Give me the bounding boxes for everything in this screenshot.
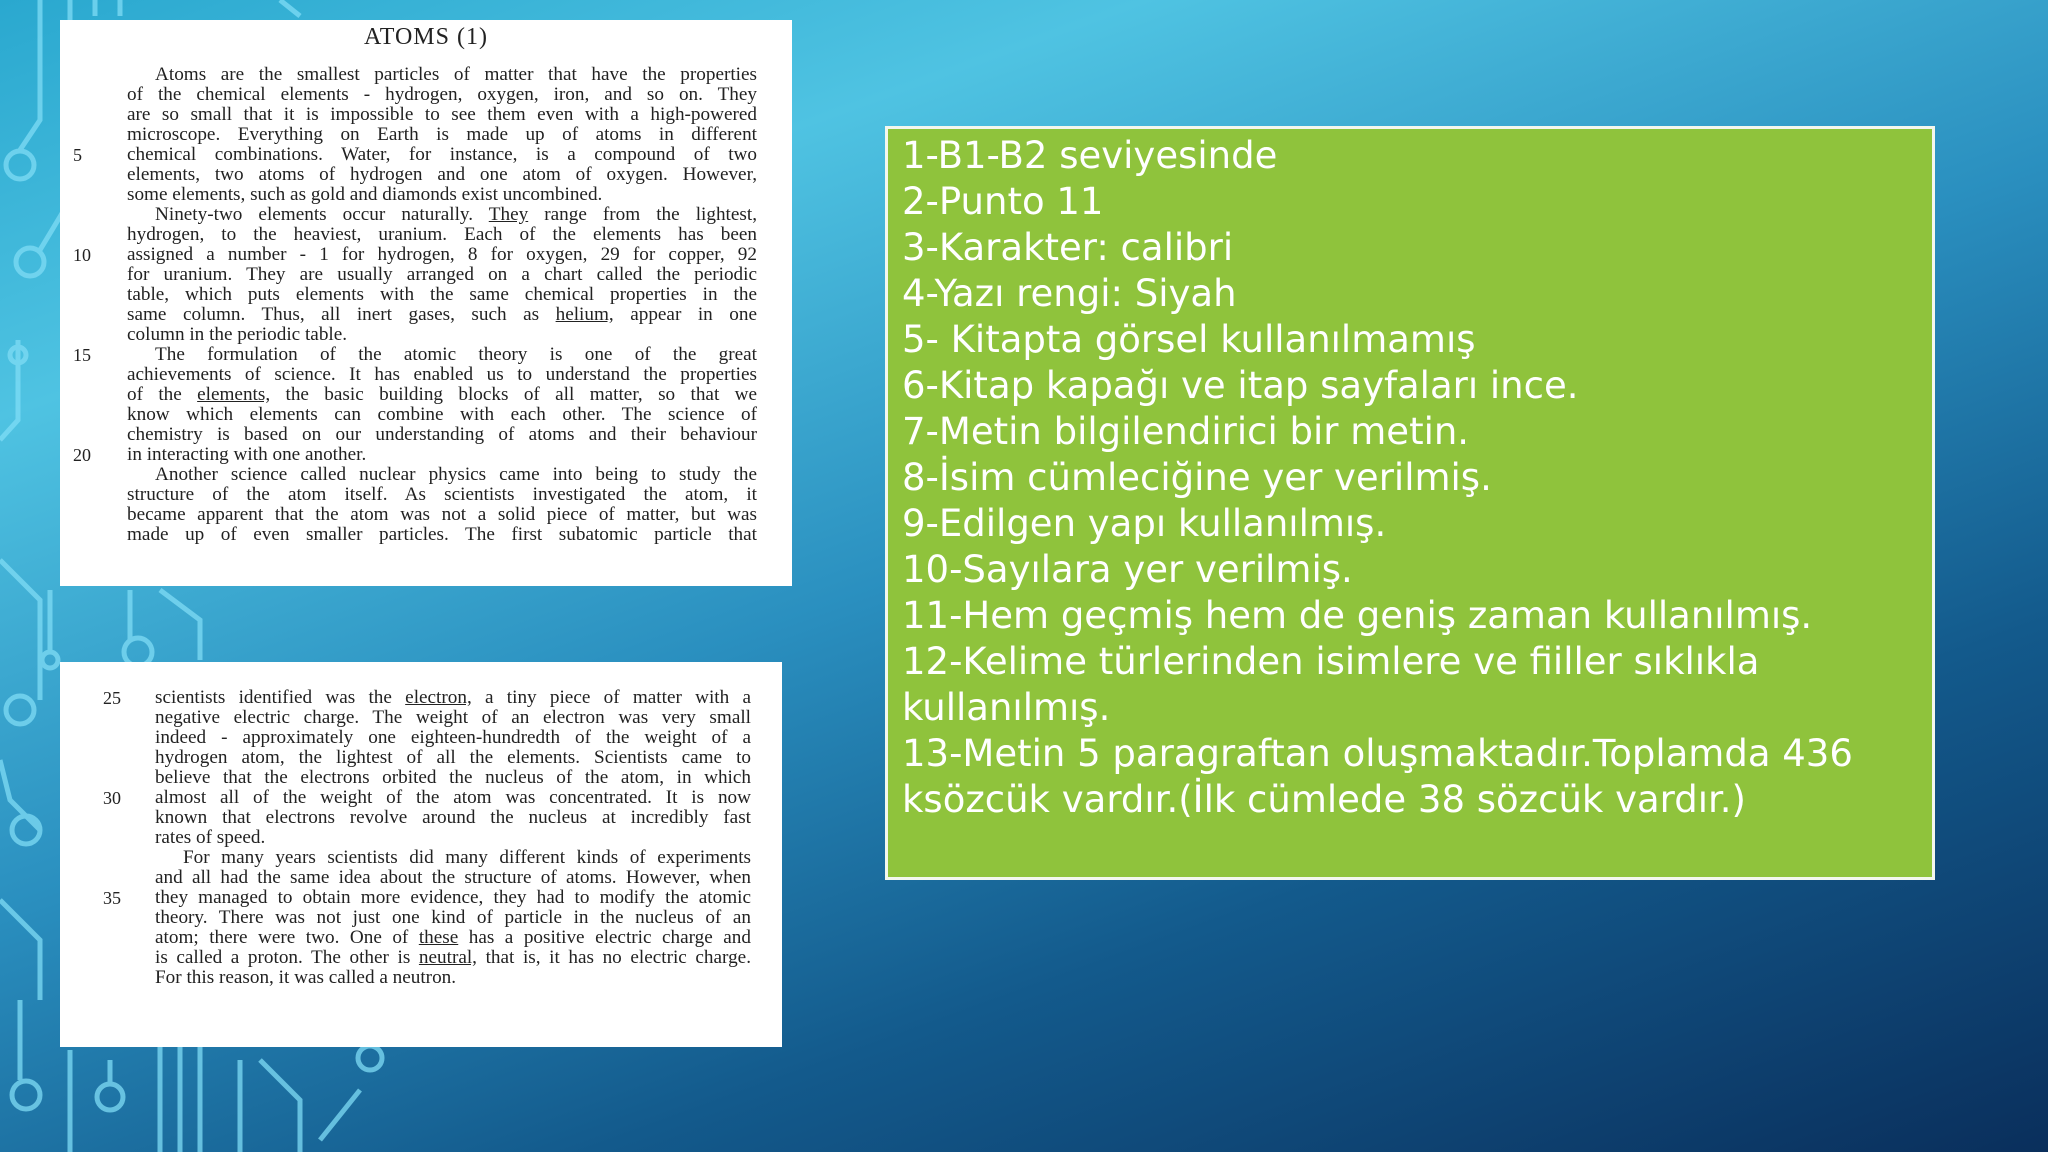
note-item: 9-Edilgen yapı kullanılmış. xyxy=(902,502,1387,545)
line-text: for uranium. They are usually arranged on a chart called the periodic xyxy=(127,264,757,285)
text-line xyxy=(127,365,757,385)
line-number: 5 xyxy=(73,145,82,165)
line-text: indeed - approximately one eighteen-hundredth of the weight of a xyxy=(155,727,751,748)
text-line xyxy=(155,728,751,748)
text-line xyxy=(127,205,757,225)
text-line xyxy=(155,748,751,768)
document-page-2 xyxy=(60,662,782,1047)
line-text: For many years scientists did many different kinds of experiments xyxy=(183,847,751,868)
line-text: hydrogen, to the heaviest, uranium. Each of the elements has been xyxy=(127,224,757,245)
text-line xyxy=(127,465,757,485)
document-title: ATOMS (1) xyxy=(364,24,488,50)
line-text: known that electrons revolve around the nucleus at incredibly fast xyxy=(155,807,751,828)
text-line xyxy=(73,144,757,165)
line-number: 25 xyxy=(103,688,121,708)
line-text: is called a proton. The other is neutral, that is, it has no electric charge. xyxy=(155,947,751,968)
line-text: hydrogen atom, the lightest of all the elements. Scientists came to xyxy=(155,747,751,768)
line-text: elements, two atoms of hydrogen and one atom of oxygen. However, xyxy=(127,164,757,185)
text-line xyxy=(155,848,751,868)
line-text: in interacting with one another. xyxy=(127,444,367,465)
text-line xyxy=(155,868,751,888)
text-line xyxy=(127,485,757,505)
text-line xyxy=(155,828,751,848)
line-text: believe that the electrons orbited the nucleus of the atom, in which xyxy=(155,767,751,788)
line-text: chemical combinations. Water, for instance, is a compound of two xyxy=(127,144,757,165)
text-line xyxy=(155,968,751,988)
text-line xyxy=(127,505,757,525)
text-line xyxy=(73,444,757,465)
text-line xyxy=(127,425,757,445)
note-item: 8-İsim cümleciğine yer verilmiş. xyxy=(902,456,1492,499)
text-line xyxy=(155,808,751,828)
text-line xyxy=(127,225,757,245)
text-line xyxy=(103,787,751,808)
line-text: became apparent that the atom was not a solid piece of matter, but was xyxy=(127,504,757,525)
line-text: achievements of science. It has enabled us to understand the properties xyxy=(127,364,757,385)
text-line xyxy=(127,305,757,325)
text-line xyxy=(127,105,757,125)
line-text: structure of the atom itself. As scientists investigated the atom, it xyxy=(127,484,757,505)
text-line xyxy=(73,244,757,265)
text-line xyxy=(155,708,751,728)
line-number: 15 xyxy=(73,345,91,365)
note-item: 3-Karakter: calibri xyxy=(902,226,1234,269)
line-number: 30 xyxy=(103,788,121,808)
note-item: 7-Metin bilgilendirici bir metin. xyxy=(902,410,1470,453)
line-text: and all had the same idea about the structure of atoms. However, when xyxy=(155,867,751,888)
line-text: Another science called nuclear physics came into being to study the xyxy=(155,464,757,485)
line-text: column in the periodic table. xyxy=(127,324,348,345)
text-line xyxy=(127,125,757,145)
text-line xyxy=(127,185,757,205)
text-line xyxy=(127,325,757,345)
line-text: theory. There was not just one kind of particle in the nucleus of an xyxy=(155,907,751,928)
line-text: almost all of the weight of the atom was concentrated. It is now xyxy=(155,787,751,808)
line-text: of the elements, the basic building blocks of all matter, so that we xyxy=(127,384,757,405)
line-text: table, which puts elements with the same chemical properties in the xyxy=(127,284,757,305)
line-text: For this reason, it was called a neutron. xyxy=(155,967,457,988)
text-line xyxy=(127,165,757,185)
line-text: know which elements can combine with each other. The science of xyxy=(127,404,757,425)
line-text: Atoms are the smallest particles of matter that have the properties xyxy=(155,64,757,85)
line-text: negative electric charge. The weight of an electron was very small xyxy=(155,707,751,728)
note-item: 4-Yazı rengi: Siyah xyxy=(902,272,1237,315)
text-line xyxy=(73,344,757,365)
text-line xyxy=(103,687,751,708)
line-text: some elements, such as gold and diamonds exist uncombined. xyxy=(127,184,603,205)
notes-list xyxy=(902,133,1918,823)
line-text: made up of even smaller particles. The first subatomic particle that xyxy=(127,524,757,545)
text-line xyxy=(127,525,757,545)
page2-text-lines xyxy=(103,687,751,988)
line-text: same column. Thus, all inert gases, such as helium, appear in one xyxy=(127,304,757,325)
document-page-1 xyxy=(60,20,792,586)
line-text: microscope. Everything on Earth is made up of atoms in different xyxy=(127,124,757,145)
text-line xyxy=(155,908,751,928)
note-item: 6-Kitap kapağı ve itap sayfaları ince. xyxy=(902,364,1579,407)
line-text: they managed to obtain more evidence, they had to modify the atomic xyxy=(155,887,751,908)
text-line xyxy=(127,385,757,405)
line-number: 10 xyxy=(73,245,91,265)
line-text: atom; there were two. One of these has a positive electric charge and xyxy=(155,927,751,948)
notes-panel xyxy=(885,126,1935,880)
text-line xyxy=(155,768,751,788)
line-text: of the chemical elements - hydrogen, oxygen, iron, and so on. They xyxy=(127,84,757,105)
text-line xyxy=(127,265,757,285)
text-line xyxy=(127,85,757,105)
text-line xyxy=(103,887,751,908)
note-item: 5- Kitapta görsel kullanılmamış xyxy=(902,318,1476,361)
page1-text-lines xyxy=(73,64,757,545)
text-line xyxy=(155,948,751,968)
line-text: assigned a number - 1 for hydrogen, 8 for oxygen, 29 for copper, 92 xyxy=(127,244,757,265)
text-line xyxy=(155,928,751,948)
note-item: 2-Punto 11 xyxy=(902,180,1104,223)
line-text: rates of speed. xyxy=(155,827,266,848)
text-line xyxy=(127,65,757,85)
text-line xyxy=(127,285,757,305)
note-item: 10-Sayılara yer verilmiş. xyxy=(902,548,1353,591)
text-line xyxy=(127,405,757,425)
line-number: 20 xyxy=(73,445,91,465)
note-item: 1-B1-B2 seviyesinde xyxy=(902,134,1278,177)
line-text: Ninety-two elements occur naturally. They range from the lightest, xyxy=(155,204,757,225)
line-text: are so small that it is impossible to see them even with a high-powered xyxy=(127,104,757,125)
note-item: 11-Hem geçmiş hem de geniş zaman kullanılmış. xyxy=(902,594,1813,637)
line-number: 35 xyxy=(103,888,121,908)
line-text: The formulation of the atomic theory is one of the great xyxy=(155,344,757,365)
note-item: 12-Kelime türlerinden isimlere ve fiiller sıklıkla kullanılmış. xyxy=(902,640,1772,729)
note-item: 13-Metin 5 paragraftan oluşmaktadır.Toplamda 436 ksözcük vardır.(İlk cümlede 38 sözcük vardır.) xyxy=(902,732,1865,821)
line-text: chemistry is based on our understanding of atoms and their behaviour xyxy=(127,424,757,445)
line-text: scientists identified was the electron, a tiny piece of matter with a xyxy=(155,687,751,708)
